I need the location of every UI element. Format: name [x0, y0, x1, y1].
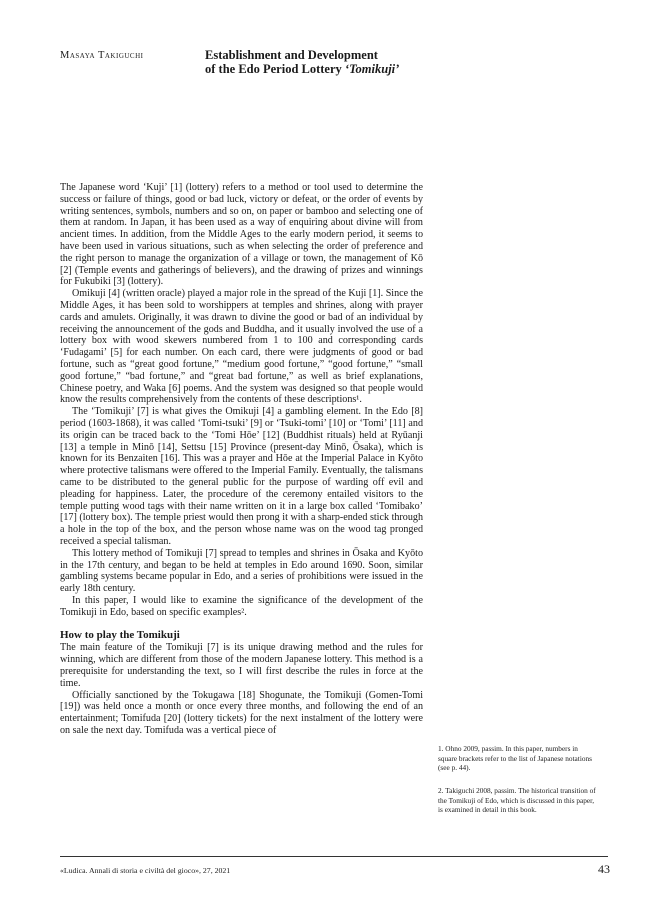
main-text-column: [60, 182, 423, 737]
title-line-2-prefix: of the Edo Period Lottery: [205, 62, 345, 76]
paragraph-3: The ‘Tomikuji’ [7] is what gives the Omikuji [4] a gambling element. In the Edo [8] period (1603-1868), it was called ‘Tomi-tsuki’ [9] or ‘Tsuki-tomi’ [10] or ‘Tomi’ [11] and its origin can be traced back to the ‘Tomi Hōe’ [12] (Buddhist rituals) held at Ryūanji [13] a temple in Minō [14], Settsu [15] Province (present-day Minō, Ōsaka), which is known for its Benzaiten [16]. This was a prayer and Hōe at the Imperial Palace in Kyōto where protective talismans were offered to the Imperial Family. Eventually, the talismans came to be distributed to the general public for the purpose of warding off evil and pleading for happiness. Later, the procedure of the ceremony entailed visitors to the temple putting wood tags with their name written on it in a large box called ‘Tomibako’ [17] (lottery box). The temple priest would then prong it with a sharp-ended stick through a hole in the top of the box, and the person whose name was on the wood tag pronged received a special talisman.: [60, 406, 423, 547]
author-name: Masaya Takiguchi: [60, 50, 144, 61]
footnote-2: 2. Takiguchi 2008, passim. The historical transition of the Tomikuji of Edo, which is discussed in this paper, is examined in detail in this book.: [438, 786, 596, 815]
paragraph-1: The Japanese word ‘Kuji’ [1] (lottery) refers to a method or tool used to determine the success or failure of things, good or bad luck, victory or defeat, or the order of events by writing sentences, symbols, numbers and so on, on paper or bamboo and selecting one of them at random. In Japan, it has been used as a way of enquiring about divine will from ancient times. In addition, from the Middle Ages to the early modern period, it seems to have been used in various situations, such as when selecting the order of preference and the right person to manage the organization of a village or town, the management of Kō [2] (Temple events and gatherings of believers), and the drawing of prizes and winnings for Fukubiki [3] (lottery).: [60, 182, 423, 288]
paragraph-7: Officially sanctioned by the Tokugawa [18] Shogunate, the Tomikuji (Gomen-Tomi [19]) was held once a month or once every three months, and following the end of an entertainment; Tomifuda [20] (lottery tickets) for the next instalment of the lottery were on sale the next day. Tomifuda was a vertical piece of: [60, 689, 423, 737]
page-number: 43: [598, 862, 610, 876]
paragraph-2: Omikuji [4] (written oracle) played a major role in the spread of the Kuji [1]. Since the Middle Ages, it has been sold to worshippers at temples and shrines, along with prayer cards and amulets. Originally, it was drawn to divine the good or bad of an individual by receiving the announcement of the gods and Buddha, and it usually involved the use of a lottery box with wood skewers numbered from 1 to 100 and corresponding cards ‘Fudagami’ [5] for each number. On each card, there were judgments of good or bad fortune, such as “great good fortune,” “medium good fortune,” “good fortune,” “small good fortune,” “bad fortune,” and “great bad fortune,” as well as brief explanations, Chinese poetry, and Waka [6] poems. And the system was designed so that people would know the results comprehensively from the contents of these descriptions¹.: [60, 288, 423, 406]
title-line-2-italic: ‘Tomikuji’: [344, 62, 400, 76]
section-heading: How to play the Tomikuji: [60, 629, 180, 642]
paragraph-4: This lottery method of Tomikuji [7] spread to temples and shrines in Ōsaka and Kyōto in the 17th century, and began to be held at temples in Edo around 1690. Soon, similar gambling systems became popular in Edo, and a series of prohibitions were issued in the early 18th century.: [60, 547, 423, 595]
footnote-1: 1. Ohno 2009, passim. In this paper, numbers in square brackets refer to the list of Japanese notations (see p. 44).: [438, 744, 592, 773]
title-line-1: Establishment and Development: [205, 48, 378, 62]
article-title: [205, 48, 505, 76]
title-line-2: [205, 62, 505, 76]
paragraph-6: The main feature of the Tomikuji [7] is its unique drawing method and the rules for winning, which are different from those of the modern Japanese lottery. This method is a prerequisite for understanding the text, so I will first describe the rules in force at the time.: [60, 642, 423, 689]
footer-rule: [60, 856, 608, 857]
journal-citation: «Ludica. Annali di storia e civiltà del gioco», 27, 2021: [60, 866, 231, 875]
paragraph-5: In this paper, I would like to examine the significance of the development of the Tomikuji in Edo, based on specific examples².: [60, 594, 423, 618]
